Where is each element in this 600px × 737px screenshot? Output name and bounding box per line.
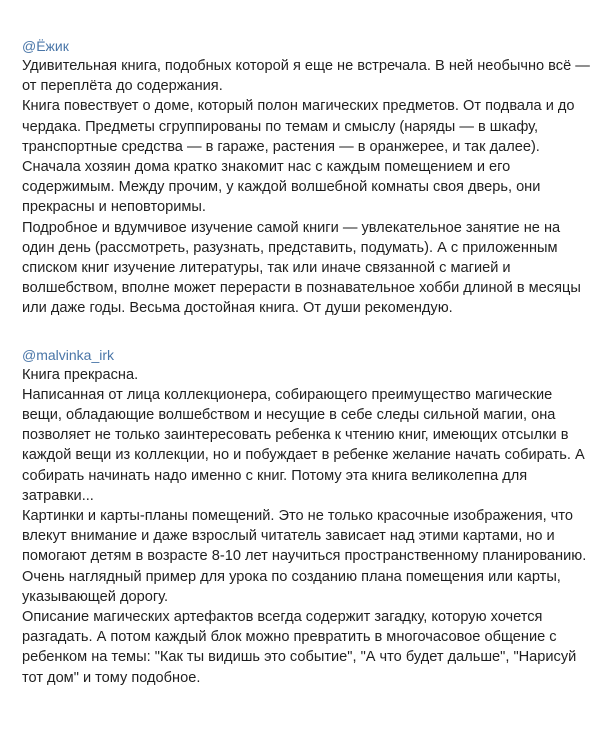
review-paragraph: Подробное и вдумчивое изучение самой книги — увлекательное занятие не на один день (рассмотреть, разузнать, представить, подумать). А с приложенным списком книг изучение литературы, так или иначе связанной с магией и волшебством, вполне может перерасти в познавательное хобби длиной в месяцы или даже годы. Весьма достойная книга. От души рекомендую.	[22, 219, 581, 317]
review-author-link[interactable]: @Ёжик	[22, 38, 69, 54]
review-paragraph: Книга прекрасна.	[22, 366, 139, 383]
review-paragraph: Удивительная книга, подобных которой я еще не встречала. В ней необычно всё — от переплёта до содержания.	[22, 58, 590, 95]
review-paragraph: Картинки и карты-планы помещений. Это не только красочные изображения, что влекут внимание и даже взрослый читатель зависает над этими картами, но и помогают детям в возрасте 8-10 лет научиться пространственному планированию. Очень наглядный пример для урока по созданию плана помещения или карты, указывающей дорогу.	[22, 508, 587, 605]
review-feed	[22, 36, 592, 714]
review-author-link[interactable]: @malvinka_irk	[22, 346, 115, 363]
review-item	[22, 345, 592, 688]
review-paragraph: Описание магических артефактов всегда содержит загадку, которую хочется разгадать. А потом каждый блок можно превратить в многочасовое общение с ребенком на темы: "Как ты видишь это событие", "А что будет дальше", "Нарисуй тот дом" и тому подобное.	[22, 609, 577, 686]
review-paragraph: Книга повествует о доме, который полон магических предметов. От подвала и до чердака. Предметы сгруппированы по темам и смыслу (наряды — в шкафу, транспортные средства — в гараже, растения — в оранжерее, и так далее).	[22, 98, 575, 155]
review-item	[22, 36, 592, 319]
review-paragraph: Сначала хозяин дома кратко знакомит нас с каждым помещением и его содержимым. Между прочим, у каждой волшебной комнаты своя дверь, они прекрасны и неповторимы.	[22, 159, 541, 216]
review-paragraph: Написанная от лица коллекционера, собирающего преимущество магические вещи, обладающие волшебством и несущие в себе следы сильной магии, она позволяет не только заинтересовать ребенка к чтению книг, имеющих отсылки в каждой вещи из коллекции, но и побуждает в ребенке желание начать собирать. А собирать начинать надо именно с книг. Потому эта книга великолепна для затравки...	[22, 386, 585, 504]
